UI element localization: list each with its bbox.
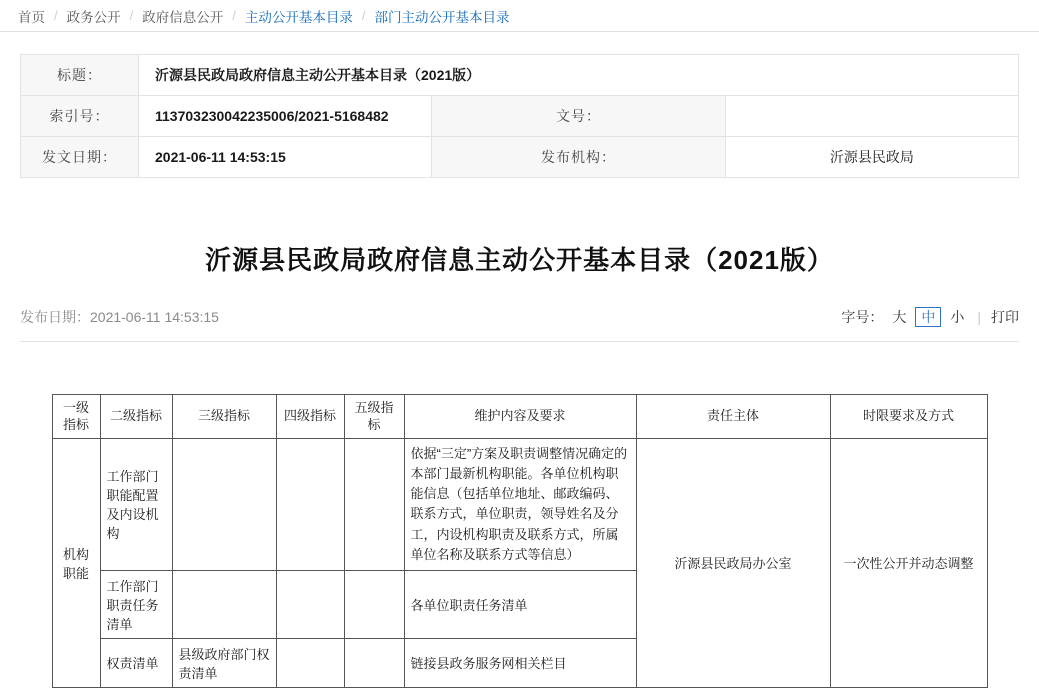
font-size-medium-button[interactable]: 中 [915,307,941,327]
info-label-title: 标题： [21,55,139,96]
breadcrumb-separator: / [54,8,58,23]
table-row [52,439,987,571]
info-value-index: 113703230042235006/2021-5168482 [139,96,432,137]
info-value-docnum [725,96,1018,137]
cell-level2-1: 工作部门职责任务清单 [100,570,172,638]
font-size-small-button[interactable]: 小 [950,309,965,325]
cell-level3-1 [172,570,276,638]
cell-level3-0 [172,439,276,571]
info-value-title: 沂源县民政局政府信息主动公开基本目录（2021版） [139,55,1019,96]
meta-divider: | [977,309,981,325]
cell-level4-1 [276,570,344,638]
col-header-responsible: 责任主体 [636,395,830,439]
breadcrumb-item-basic-catalog[interactable]: 主动公开基本目录 [244,9,353,25]
table-row [21,55,1019,96]
document-info-table [20,54,1019,178]
cell-level2-2: 权责清单 [100,638,172,687]
info-label-index: 索引号： [21,96,139,137]
breadcrumb [0,0,1039,32]
col-header-level4: 四级指标 [276,395,344,439]
breadcrumb-item-government-affairs[interactable]: 政务公开 [66,9,121,25]
info-value-date: 2021-06-11 14:53:15 [139,137,432,178]
col-header-level3: 三级指标 [172,395,276,439]
breadcrumb-item-info-disclosure[interactable]: 政府信息公开 [142,9,224,25]
col-header-level1: 一级指标 [52,395,100,439]
print-button[interactable]: 打印 [991,309,1019,325]
cell-content-0: 依据“三定”方案及职责调整情况确定的本部门最新机构职能。各单位机构职能信息（包括单位地址、邮政编码、联系方式，单位职责，领导姓名及分工，内设机构职责及联系方式，所属单位名称及联系方式等信息） [404,439,636,571]
cell-content-1: 各单位职责任务清单 [404,570,636,638]
info-label-date: 发文日期： [21,137,139,178]
cell-content-2: 链接县政务服务网相关栏目 [404,638,636,687]
document-meta-row [20,307,1019,342]
col-header-deadline: 时限要求及方式 [830,395,987,439]
cell-responsible-0: 沂源县民政局办公室 [636,439,830,688]
cell-level4-2 [276,638,344,687]
col-header-content: 维护内容及要求 [404,395,636,439]
breadcrumb-separator: / [361,8,366,23]
info-value-org: 沂源县民政局 [725,137,1018,178]
font-size-large-button[interactable]: 大 [892,309,907,325]
cell-level5-0 [344,439,404,571]
document-info-section [0,32,1039,178]
publish-date: 发布日期：2021-06-11 14:53:15 [20,309,219,325]
info-label-org: 发布机构： [432,137,725,178]
cell-level3-2: 县级政府部门权责清单 [172,638,276,687]
col-header-level2: 二级指标 [100,395,172,439]
table-row [21,96,1019,137]
breadcrumb-item-home[interactable]: 首页 [18,9,45,25]
breadcrumb-item-department-basic-catalog[interactable]: 部门主动公开基本目录 [374,9,510,25]
page-title: 沂源县民政局政府信息主动公开基本目录（2021版） [205,245,834,275]
cell-level2-0: 工作部门职能配置及内设机构 [100,439,172,571]
cell-level1-0: 机构职能 [52,439,100,688]
col-header-level5: 五级指标 [344,395,404,439]
breadcrumb-separator: / [129,8,134,23]
font-size-controls [841,307,1019,327]
cell-level4-0 [276,439,344,571]
catalog-section [0,342,1039,688]
cell-level5-1 [344,570,404,638]
breadcrumb-separator: / [232,8,236,23]
font-size-label: 字号： [841,309,884,325]
cell-deadline-0: 一次性公开并动态调整 [830,439,987,688]
table-header-row [52,395,987,439]
table-row [21,137,1019,178]
catalog-table [52,394,988,688]
info-label-docnum: 文号： [432,96,725,137]
cell-level5-2 [344,638,404,687]
